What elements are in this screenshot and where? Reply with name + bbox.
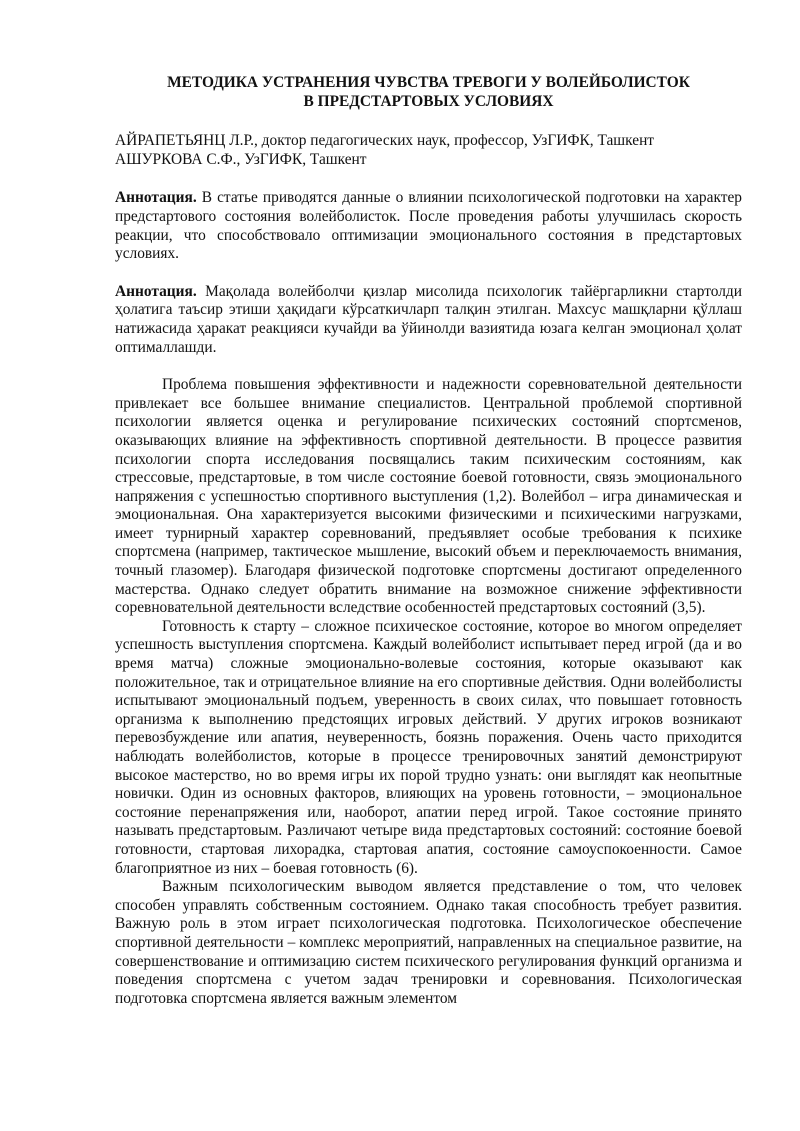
abstract-uzbek bbox=[115, 283, 742, 357]
abstract-russian bbox=[115, 189, 742, 263]
abstract-label: Аннотация. bbox=[115, 282, 197, 300]
abstract-text: В статье приводятся данные о влиянии психологической подготовки на характер предстартового состояния волейболисток. После проведения работы улучшилась скорость реакции, что способствовало оптимизации эмоционального состояния в предстартовых условиях. bbox=[115, 189, 742, 263]
article-body bbox=[115, 376, 742, 1008]
body-paragraph: Важным психологическим выводом является представление о том, что человек способен управлять собственным состоянием. Однако такая способность требует развития. Важную роль в этом играет психологическая подготовка. Психологическое обеспечение спортивной деятельности – комплекс мероприятий, направленных на специальное развитие, на совершенствование и оптимизацию систем психического регулирования функций организма и поведения спортсмена с учетом задач тренировки и соревнования. Психологическая подготовка спортсмена является важным элементом bbox=[115, 878, 742, 1007]
title-line-2: В ПРЕДСТАРТОВЫХ УСЛОВИЯХ bbox=[303, 92, 554, 110]
author-list bbox=[115, 132, 742, 169]
author-line: АШУРКОВА С.Ф., УзГИФК, Ташкент bbox=[115, 150, 367, 168]
author-line: АЙРАПЕТЬЯНЦ Л.Р., доктор педагогических наук, профессор, УзГИФК, Ташкент bbox=[115, 132, 655, 150]
article-title bbox=[115, 74, 742, 111]
body-paragraph: Готовность к старту – сложное психическое состояние, которое во многом определяет успешность выступления спортсмена. Каждый волейболист испытывает перед игрой (да и во время матча) сложные эмоционально-волевые состояния, которые оказывают как положительное, так и отрицательное влияние на его спортивные действия. Одни волейболисты испытывают эмоциональный подъем, уверенность в своих силах, что повышает готовность организма к выполнению предстоящих игровых действий. У других игроков возникают перевозбуждение или апатия, неуверенность, боязнь поражения. Очень часто приходится наблюдать волейболистов, которые в процессе тренировочных занятий демонстрируют высокое мастерство, но во время игры их порой трудно узнать: они выглядят как неопытные новички. Один из основных факторов, влияющих на уровень готовности, – эмоциональное состояние перенапряжения или, наоборот, апатии перед игрой. Такое состояние принято называть предстартовым. Различают четыре вида предстартовых состояний: состояние боевой готовности, стартовая лихорадка, стартовая апатия, состояние самоуспокоенности. Самое благоприятное из них – боевая готовность (6). bbox=[115, 617, 742, 877]
abstract-text: Мақолада волейболчи қизлар мисолида психологик тайёргарликни стартолди ҳолатига таъсир этиши ҳақидаги кўрсаткичларп талқин этилган. Махсус машқларни қўллаш натижасида ҳаракат реакцияси кучайди ва ўйинолди вазиятида юзага келган эмоционал ҳолат оптималлашди. bbox=[115, 282, 742, 356]
document-page bbox=[115, 74, 742, 1008]
abstract-label: Аннотация. bbox=[115, 189, 197, 207]
body-paragraph: Проблема повышения эффективности и надежности соревновательной деятельности привлекает все большее внимание специалистов. Центральной проблемой спортивной психологии является оценка и регулирование психических состояний спортсменов, оказывающих влияние на эффективность спортивной деятельности. В процессе развития психологии спорта исследования посвящались таким психическим состояниям, как стрессовые, предстартовые, в том числе состояние боевой готовности, связь эмоционального напряжения с успешностью спортивного выступления (1,2). Волейбол – игра динамическая и эмоциональная. Она характеризуется высокими физическими и психическими нагрузками, имеет турнирный характер соревнований, предъявляет особые требования к психике спортсмена (например, тактическое мышление, высокий объем и переключаемость внимания, точный глазомер). Благодаря физической подготовке спортсмены достигают определенного мастерства. Однако следует обратить внимание на возможное снижение эффективности соревновательной деятельности вследствие особенностей предстартовых состояний (3,5). bbox=[115, 376, 742, 617]
title-line-1: МЕТОДИКА УСТРАНЕНИЯ ЧУВСТВА ТРЕВОГИ У ВОЛЕЙБОЛИСТОК bbox=[167, 74, 690, 91]
